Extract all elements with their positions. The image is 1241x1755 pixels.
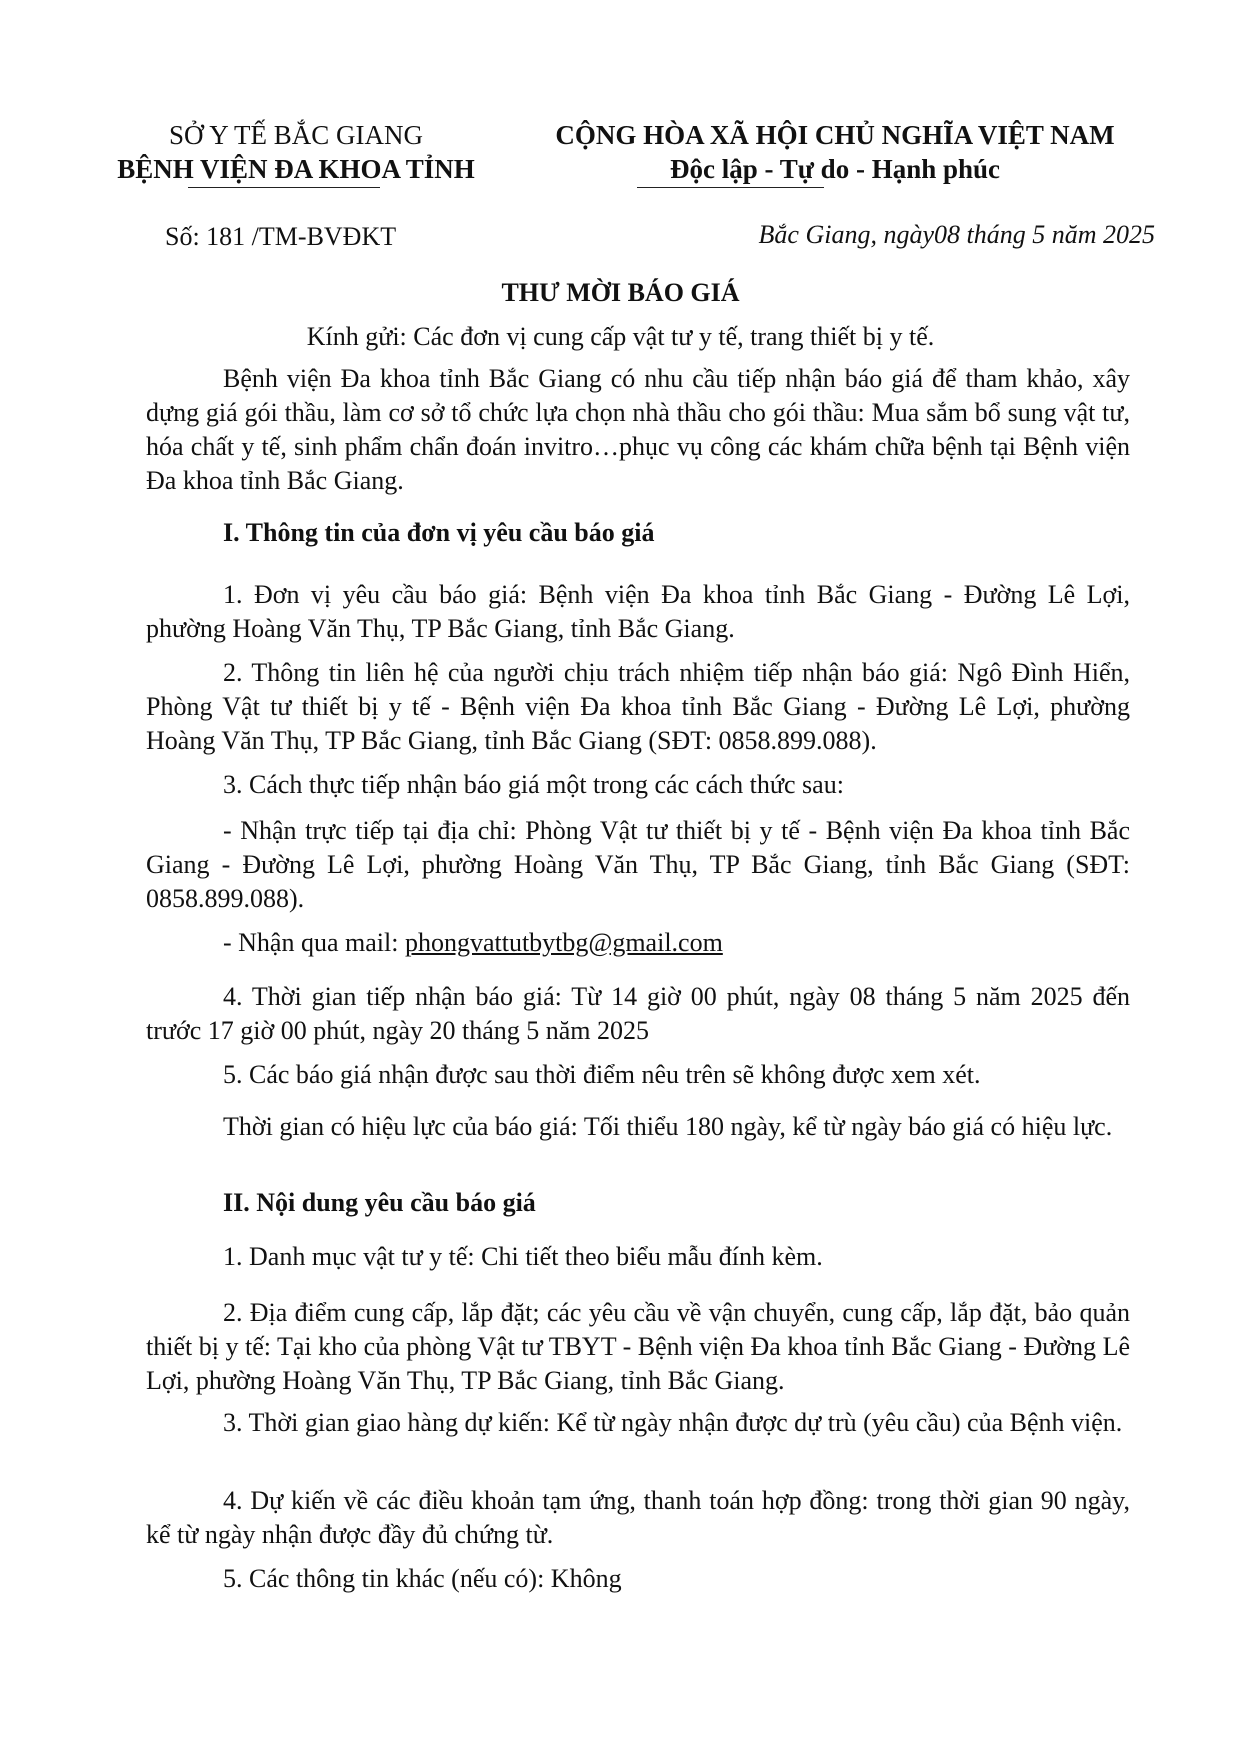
intro-paragraph: Bệnh viện Đa khoa tỉnh Bắc Giang có nhu cầu tiếp nhận báo giá để tham khảo, xây dựng giá gói thầu, làm cơ sở tổ chức lựa chọn nhà thầu cho gói thầu: Mua sắm bổ sung vật tư, hóa chất y tế, sinh phẩm chẩn đoán invitro…phục vụ công các khám chữa bệnh tại Bệnh viện Đa khoa tỉnh Bắc Giang. — [146, 364, 1130, 495]
section-2-item-5: 5. Các thông tin khác (nếu có): Không — [223, 1564, 622, 1593]
place-date: Bắc Giang, ngày08 tháng 5 năm 2025 — [758, 220, 1155, 249]
section-2-heading: II. Nội dung yêu cầu báo giá — [223, 1188, 536, 1217]
email-label: - Nhận qua mail: — [223, 928, 405, 957]
issuer-block — [96, 118, 496, 186]
section-1-item-2: 2. Thông tin liên hệ của người chịu trách nhiệm tiếp nhận báo giá: Ngô Đình Hiển, Phòng Vật tư thiết bị y tế - Bệnh viện Đa khoa tỉnh Bắc Giang - Đường Lê Lợi, phường Hoàng Văn Thụ, TP Bắc Giang, tỉnh Bắc Giang (SĐT: 0858.899.088). — [146, 658, 1130, 755]
quote-validity: Thời gian có hiệu lực của báo giá: Tối thiểu 180 ngày, kể từ ngày báo giá có hiệu lực. — [223, 1112, 1113, 1141]
motto: Độc lập - Tự do - Hạnh phúc — [669, 154, 1001, 184]
department-name: SỞ Y TẾ BẮC GIANG — [168, 120, 423, 150]
section-2-item-4: 4. Dự kiến về các điều khoản tạm ứng, thanh toán hợp đồng: trong thời gian 90 ngày, kể từ ngày nhận được đầy đủ chứng từ. — [146, 1486, 1130, 1549]
section-1-item-3b — [146, 926, 1130, 960]
motto-underline — [637, 187, 824, 188]
section-1-heading: I. Thông tin của đơn vị yêu cầu báo giá — [223, 518, 655, 547]
email-link[interactable]: phongvattutbytbg@gmail.com — [404, 928, 723, 957]
document-title: THƯ MỜI BÁO GIÁ — [501, 278, 740, 307]
section-1-item-1: 1. Đơn vị yêu cầu báo giá: Bệnh viện Đa khoa tỉnh Bắc Giang - Đường Lê Lợi, phường Hoàng Văn Thụ, TP Bắc Giang, tỉnh Bắc Giang. — [146, 580, 1130, 643]
issuer-underline — [188, 187, 380, 188]
country-name: CỘNG HÒA XÃ HỘI CHỦ NGHĨA VIỆT NAM — [555, 120, 1115, 150]
recipient-line: Kính gửi: Các đơn vị cung cấp vật tư y tế, trang thiết bị y tế. — [306, 322, 935, 351]
reference-number: Số: 181 /TM-BVĐKT — [165, 222, 397, 251]
section-2-item-3: 3. Thời gian giao hàng dự kiến: Kể từ ngày nhận được dự trù (yêu cầu) của Bệnh viện. — [223, 1408, 1123, 1437]
hospital-name: BỆNH VIỆN ĐA KHOA TỈNH — [117, 154, 475, 184]
section-2-item-2: 2. Địa điểm cung cấp, lắp đặt; các yêu cầu về vận chuyển, cung cấp, lắp đặt, bảo quản thiết bị y tế: Tại kho của phòng Vật tư TBYT - Bệnh viện Đa khoa tỉnh Bắc Giang - Đường Lê Lợi, phường Hoàng Văn Thụ, TP Bắc Giang, tỉnh Bắc Giang. — [146, 1298, 1130, 1395]
section-1-item-5: 5. Các báo giá nhận được sau thời điểm nêu trên sẽ không được xem xét. — [223, 1060, 981, 1089]
section-1-item-4: 4. Thời gian tiếp nhận báo giá: Từ 14 giờ 00 phút, ngày 08 tháng 5 năm 2025 đến trước 17 giờ 00 phút, ngày 20 tháng 5 năm 2025 — [146, 982, 1130, 1045]
section-2-item-1: 1. Danh mục vật tư y tế: Chi tiết theo biểu mẫu đính kèm. — [223, 1242, 823, 1271]
section-1-item-3: 3. Cách thực tiếp nhận báo giá một trong các cách thức sau: — [223, 770, 844, 799]
national-motto-block — [525, 118, 1145, 186]
section-1-item-3a: - Nhận trực tiếp tại địa chỉ: Phòng Vật tư thiết bị y tế - Bệnh viện Đa khoa tỉnh Bắc Giang - Đường Lê Lợi, phường Hoàng Văn Thụ, TP Bắc Giang, tỉnh Bắc Giang (SĐT: 0858.899.088). — [146, 816, 1130, 913]
